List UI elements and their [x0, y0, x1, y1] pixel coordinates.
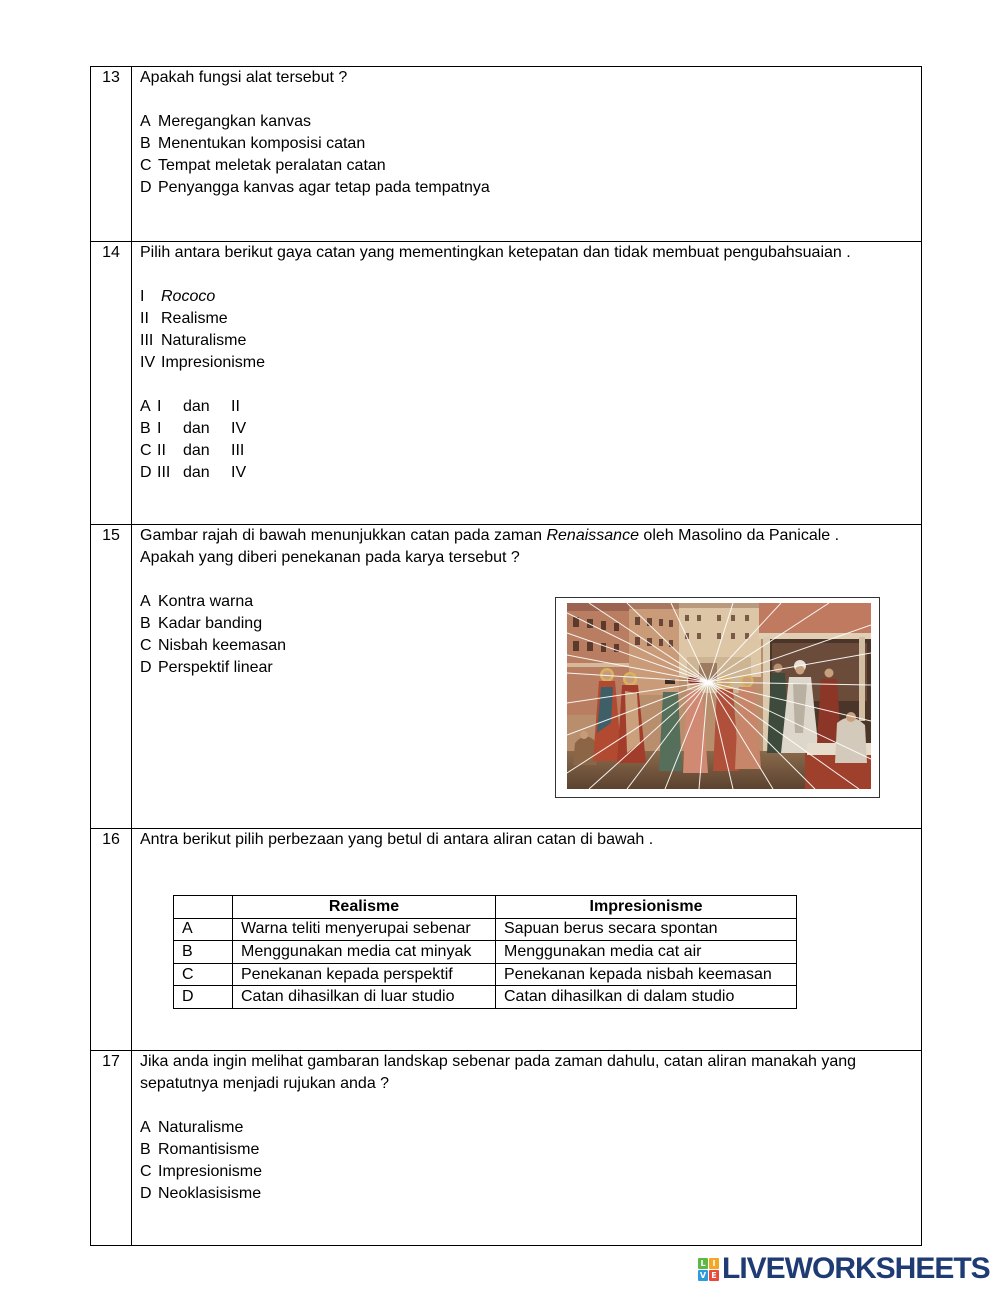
- question-stem: Jika anda ingin melihat gambaran landskap sebenar pada zaman dahulu, catan aliran manakah yang: [140, 1053, 857, 1070]
- option-text: Perspektif linear: [158, 659, 273, 676]
- stem-text: Gambar rajah di bawah menunjukkan catan pada zaman: [140, 527, 547, 544]
- table-corner-cell: [174, 896, 233, 919]
- question-row-15: [91, 524, 921, 828]
- background-buildings-shape: [659, 639, 663, 646]
- background-buildings-shape: [601, 643, 606, 652]
- question-table: [90, 66, 922, 1246]
- statement-text: Realisme: [161, 310, 228, 327]
- question-number: 13: [91, 67, 132, 241]
- option-a: [140, 1117, 921, 1139]
- comparison-table: [173, 895, 797, 1009]
- table-row: [174, 963, 797, 986]
- option-first: I: [157, 420, 162, 437]
- question-content: [132, 829, 921, 1050]
- option-letter: C: [140, 442, 152, 459]
- question-row-16: [91, 828, 921, 1050]
- option-first: III: [157, 464, 171, 481]
- stem-text: oleh Masolino da Panicale .: [638, 527, 840, 544]
- column-header-impresionisme: Impresionisme: [496, 896, 797, 919]
- question-number: 17: [91, 1051, 132, 1245]
- painted-figures-shape: [580, 731, 588, 739]
- question-row-14: [91, 241, 921, 524]
- background-buildings-shape: [635, 617, 640, 625]
- liveworksheets-logo-text: LIVEWORKSHEETS: [722, 1252, 990, 1285]
- question-stem: Antra berikut pilih perbezaan yang betul di antara aliran catan di bawah .: [140, 831, 654, 848]
- background-buildings-shape: [669, 620, 673, 627]
- statement-numeral: III: [140, 332, 154, 349]
- question-stem: Pilih antara berikut gaya catan yang mementingkan ketepatan dan tidak membuat pengubahsuaian .: [140, 244, 851, 261]
- question-content: [132, 242, 921, 524]
- option-text: Penyangga kanvas agar tetap pada tempatnya: [158, 179, 490, 196]
- background-buildings-shape: [731, 615, 735, 621]
- statement-1: [140, 286, 921, 308]
- option-second: IV: [231, 464, 247, 481]
- table-row: [174, 918, 797, 941]
- table-row: [174, 986, 797, 1009]
- option-b: [140, 1139, 921, 1161]
- statement-numeral: II: [140, 310, 149, 327]
- option-text: Impresionisme: [158, 1163, 263, 1180]
- option-text: Nisbah keemasan: [158, 637, 287, 654]
- option-text: Meregangkan kanvas: [158, 113, 311, 130]
- stem-italic-term: Renaissance: [546, 527, 639, 544]
- option-letter: B: [140, 615, 151, 632]
- painting-frame: [555, 597, 880, 798]
- background-buildings-shape: [601, 621, 606, 630]
- option-second: IV: [231, 420, 247, 437]
- row-letter: B: [174, 941, 233, 964]
- row-letter: D: [174, 986, 233, 1009]
- option-letter: B: [140, 420, 151, 437]
- statement-numeral: I: [140, 288, 145, 305]
- option-b: [140, 418, 921, 440]
- background-buildings-shape: [635, 637, 640, 645]
- statement-text: Impresionisme: [161, 354, 266, 371]
- option-letter: A: [140, 398, 151, 415]
- painted-figures-shape: [835, 717, 867, 763]
- question-stem: [140, 525, 921, 547]
- statement-4: [140, 352, 921, 374]
- option-a: [140, 396, 921, 418]
- option-letter: A: [140, 113, 151, 130]
- background-buildings-shape: [717, 633, 721, 639]
- option-d: [140, 462, 921, 484]
- logo-tile: I: [709, 1258, 719, 1269]
- question-number: 15: [91, 525, 132, 828]
- statement-2: [140, 308, 921, 330]
- impresionisme-cell: Penekanan kepada nisbah keemasan: [496, 963, 797, 986]
- background-buildings-shape: [614, 623, 619, 631]
- logo-tile: E: [709, 1270, 719, 1281]
- statement-3: [140, 330, 921, 352]
- logo-tile: L: [698, 1258, 708, 1269]
- option-letter: D: [140, 179, 152, 196]
- liveworksheets-logo-icon: [698, 1258, 719, 1281]
- option-b: [140, 133, 921, 155]
- option-letter: D: [140, 659, 152, 676]
- statement-numeral: IV: [140, 354, 156, 371]
- question-row-13: [91, 66, 921, 241]
- impresionisme-cell: Menggunakan media cat air: [496, 941, 797, 964]
- realisme-cell: Penekanan kepada perspektif: [233, 963, 496, 986]
- realisme-cell: Catan dihasilkan di luar studio: [233, 986, 496, 1009]
- logo-tile: V: [699, 1271, 707, 1280]
- column-header-realisme: Realisme: [233, 896, 496, 919]
- background-buildings-shape: [717, 615, 721, 621]
- option-text: Neoklasisisme: [158, 1185, 262, 1202]
- option-letter: A: [140, 593, 151, 610]
- statement-text: Naturalisme: [161, 332, 247, 349]
- loggia-shape: [859, 637, 865, 721]
- option-text: Tempat meletak peralatan catan: [158, 157, 386, 174]
- background-buildings-shape: [587, 642, 593, 651]
- painted-figures-shape: [743, 677, 752, 686]
- option-text: Menentukan komposisi catan: [158, 135, 366, 152]
- realisme-cell: Warna teliti menyerupai sebenar: [233, 918, 496, 941]
- painted-figures-shape: [825, 669, 834, 678]
- table-row: [174, 941, 797, 964]
- option-d: [140, 177, 921, 199]
- option-first: II: [157, 442, 166, 459]
- option-text: Kadar banding: [158, 615, 263, 632]
- option-conjunction: dan: [183, 442, 210, 459]
- option-c: [140, 155, 921, 177]
- question-content: [132, 1051, 921, 1245]
- option-conjunction: dan: [183, 420, 210, 437]
- background-buildings-shape: [679, 603, 761, 608]
- option-letter: C: [140, 637, 152, 654]
- option-letter: C: [140, 157, 152, 174]
- option-d: [140, 1183, 921, 1205]
- question-stem: Apakah fungsi alat tersebut ?: [140, 69, 348, 86]
- question-stem-line-2: Apakah yang diberi penekanan pada karya tersebut ?: [140, 549, 520, 566]
- background-buildings-shape: [731, 633, 735, 639]
- painted-figures-shape: [626, 675, 635, 684]
- realisme-cell: Menggunakan media cat minyak: [233, 941, 496, 964]
- painted-figures-shape: [774, 664, 783, 673]
- row-letter: C: [174, 963, 233, 986]
- option-c: [140, 440, 921, 462]
- background-buildings-shape: [697, 615, 701, 621]
- background-buildings-shape: [659, 619, 663, 626]
- background-buildings-shape: [697, 633, 701, 639]
- option-letter: B: [140, 1141, 151, 1158]
- option-a: [140, 111, 921, 133]
- question-number: 14: [91, 242, 132, 524]
- impresionisme-cell: Catan dihasilkan di dalam studio: [496, 986, 797, 1009]
- option-letter: C: [140, 1163, 152, 1180]
- option-second: III: [231, 442, 245, 459]
- question-stem-line-2: sepatutnya menjadi rujukan anda ?: [140, 1075, 390, 1092]
- option-c: [140, 1161, 921, 1183]
- option-text: Naturalisme: [158, 1119, 244, 1136]
- loggia-shape: [772, 643, 867, 701]
- question-row-17: [91, 1050, 921, 1245]
- option-second: II: [231, 398, 240, 415]
- painting-image: [567, 603, 871, 789]
- question-content: [132, 525, 921, 828]
- option-letter: A: [140, 1119, 151, 1136]
- painted-figures-shape: [796, 666, 805, 675]
- table-header-row: [174, 896, 797, 919]
- option-conjunction: dan: [183, 398, 210, 415]
- impresionisme-cell: Sapuan berus secara spontan: [496, 918, 797, 941]
- row-letter: A: [174, 918, 233, 941]
- question-number: 16: [91, 829, 132, 1050]
- statement-text: Rococo: [161, 288, 216, 305]
- background-buildings-shape: [685, 615, 689, 621]
- background-buildings-shape: [745, 615, 749, 621]
- option-letter: D: [140, 1185, 152, 1202]
- option-first: I: [157, 398, 162, 415]
- question-content: [132, 67, 921, 241]
- option-letter: B: [140, 135, 151, 152]
- option-letter: D: [140, 464, 152, 481]
- option-conjunction: dan: [183, 464, 210, 481]
- background-buildings-shape: [567, 603, 629, 611]
- option-text: Kontra warna: [158, 593, 254, 610]
- option-text: Romantisisme: [158, 1141, 260, 1158]
- background-buildings-shape: [573, 641, 579, 651]
